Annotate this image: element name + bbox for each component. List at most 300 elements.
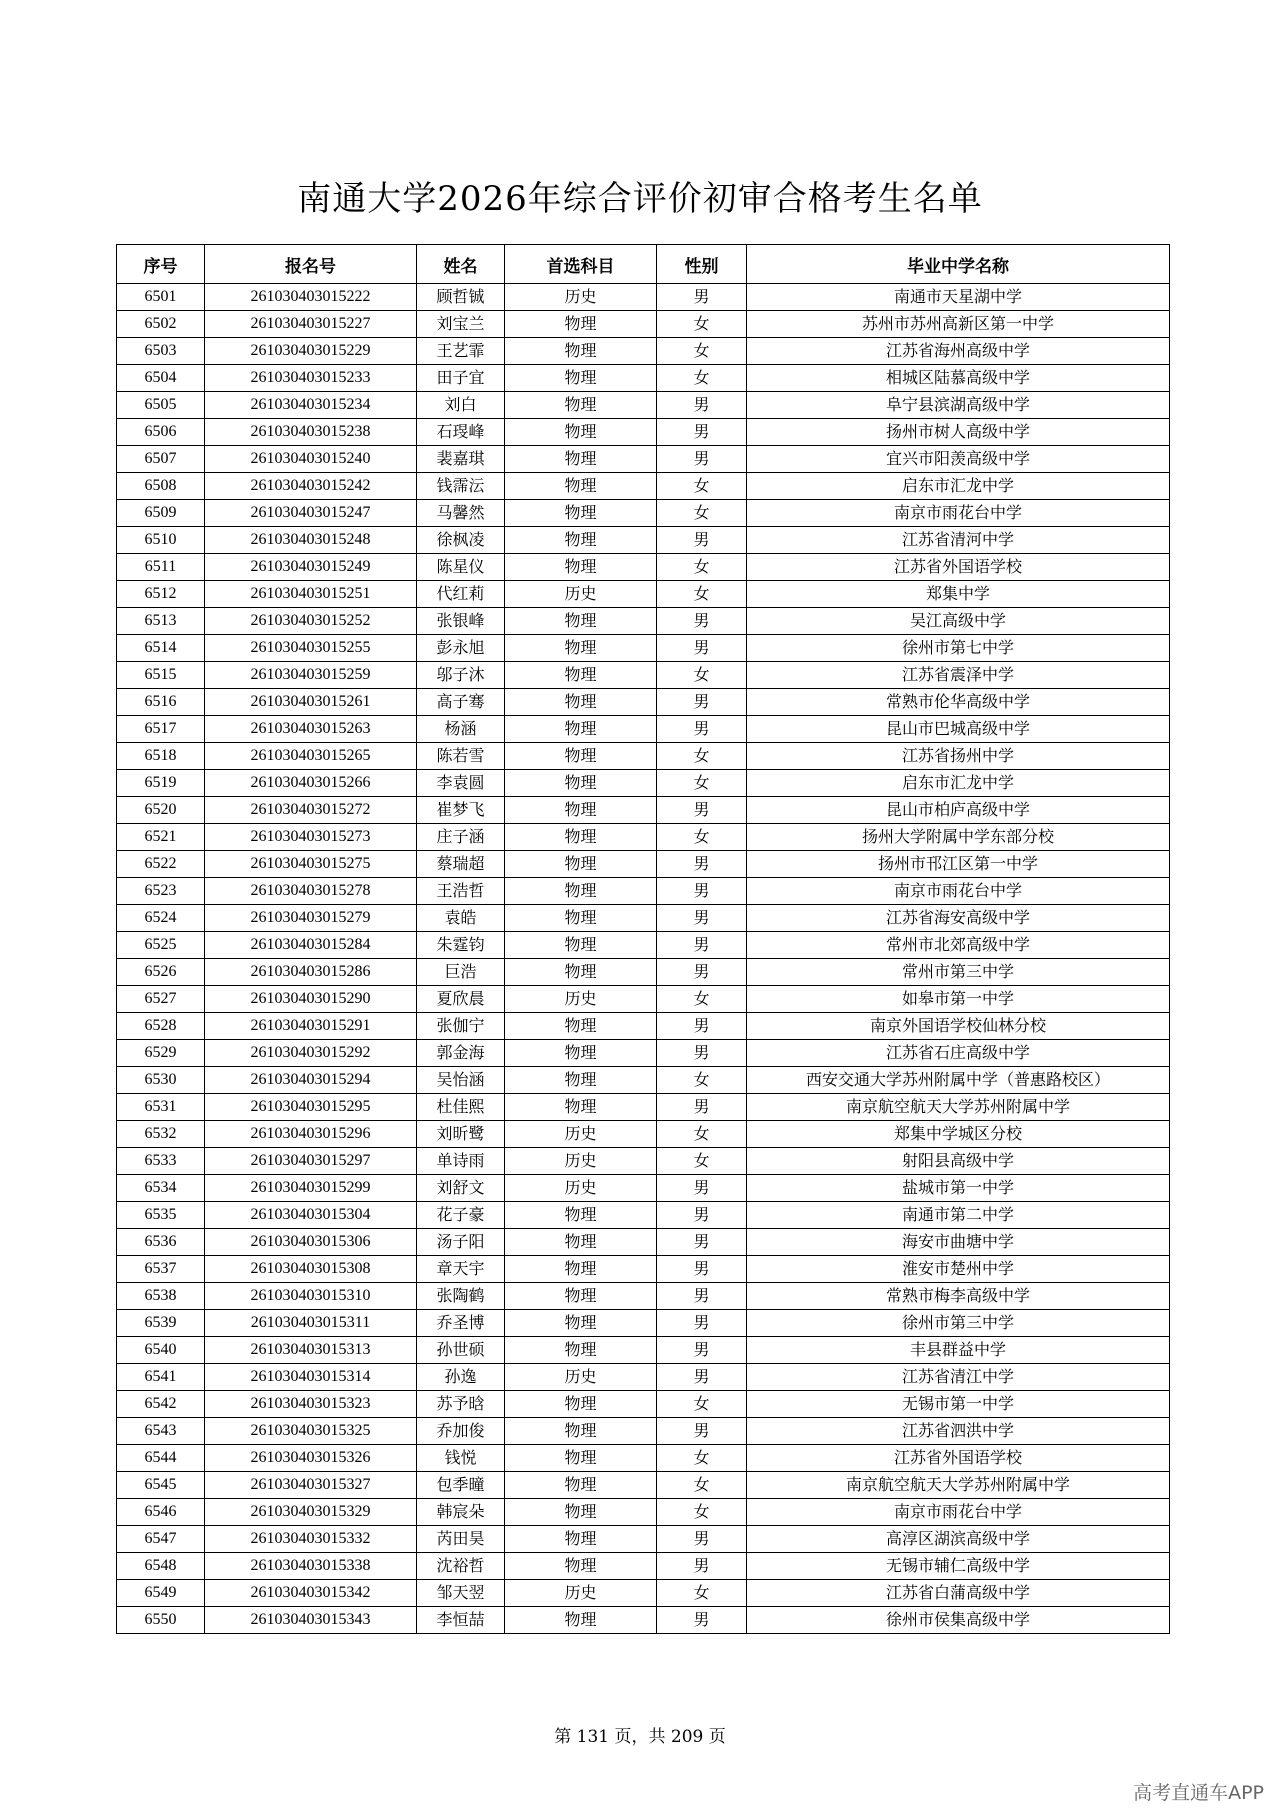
cell-registration-number: 261030403015247 <box>205 500 417 527</box>
cell-registration-number: 261030403015311 <box>205 1310 417 1337</box>
cell-subject: 物理 <box>505 1418 657 1445</box>
cell-school: 高淳区湖滨高级中学 <box>747 1526 1170 1553</box>
table-row <box>117 1337 1170 1364</box>
cell-subject: 物理 <box>505 689 657 716</box>
cell-registration-number: 261030403015286 <box>205 959 417 986</box>
cell-gender: 男 <box>657 446 747 473</box>
header-name: 姓名 <box>417 245 505 284</box>
cell-registration-number: 261030403015261 <box>205 689 417 716</box>
cell-registration-number: 261030403015278 <box>205 878 417 905</box>
cell-school: 徐州市侯集高级中学 <box>747 1607 1170 1634</box>
table-row <box>117 1067 1170 1094</box>
cell-index: 6517 <box>117 716 205 743</box>
cell-registration-number: 261030403015265 <box>205 743 417 770</box>
cell-school: 无锡市第一中学 <box>747 1391 1170 1418</box>
cell-gender: 女 <box>657 1472 747 1499</box>
cell-subject: 历史 <box>505 284 657 311</box>
cell-gender: 男 <box>657 1337 747 1364</box>
cell-subject: 物理 <box>505 1607 657 1634</box>
cell-index: 6533 <box>117 1148 205 1175</box>
cell-index: 6541 <box>117 1364 205 1391</box>
cell-index: 6516 <box>117 689 205 716</box>
cell-name: 刘昕鹭 <box>417 1121 505 1148</box>
cell-registration-number: 261030403015306 <box>205 1229 417 1256</box>
cell-name: 崔梦飞 <box>417 797 505 824</box>
cell-name: 徐枫凌 <box>417 527 505 554</box>
cell-registration-number: 261030403015233 <box>205 365 417 392</box>
cell-subject: 历史 <box>505 1121 657 1148</box>
table-row <box>117 1283 1170 1310</box>
cell-registration-number: 261030403015275 <box>205 851 417 878</box>
cell-index: 6507 <box>117 446 205 473</box>
cell-school: 如皋市第一中学 <box>747 986 1170 1013</box>
cell-name: 吴怡涵 <box>417 1067 505 1094</box>
cell-index: 6503 <box>117 338 205 365</box>
cell-gender: 男 <box>657 1256 747 1283</box>
cell-school: 吴江高级中学 <box>747 608 1170 635</box>
cell-registration-number: 261030403015259 <box>205 662 417 689</box>
cell-subject: 物理 <box>505 1472 657 1499</box>
cell-index: 6520 <box>117 797 205 824</box>
cell-index: 6527 <box>117 986 205 1013</box>
candidate-table <box>116 244 1170 1634</box>
cell-registration-number: 261030403015238 <box>205 419 417 446</box>
cell-school: 昆山市柏庐高级中学 <box>747 797 1170 824</box>
table-row <box>117 1310 1170 1337</box>
header-index: 序号 <box>117 245 205 284</box>
cell-school: 相城区陆慕高级中学 <box>747 365 1170 392</box>
cell-index: 6525 <box>117 932 205 959</box>
cell-subject: 历史 <box>505 1580 657 1607</box>
cell-subject: 物理 <box>505 554 657 581</box>
table-row <box>117 635 1170 662</box>
header-school: 毕业中学名称 <box>747 245 1170 284</box>
cell-registration-number: 261030403015248 <box>205 527 417 554</box>
cell-name: 庄子涵 <box>417 824 505 851</box>
cell-name: 杨涵 <box>417 716 505 743</box>
cell-name: 章天宇 <box>417 1256 505 1283</box>
cell-index: 6531 <box>117 1094 205 1121</box>
cell-gender: 男 <box>657 1553 747 1580</box>
cell-gender: 男 <box>657 527 747 554</box>
cell-name: 巨浩 <box>417 959 505 986</box>
table-row <box>117 1472 1170 1499</box>
cell-gender: 女 <box>657 1148 747 1175</box>
cell-name: 沈裕哲 <box>417 1553 505 1580</box>
cell-index: 6537 <box>117 1256 205 1283</box>
cell-registration-number: 261030403015272 <box>205 797 417 824</box>
cell-gender: 男 <box>657 1310 747 1337</box>
cell-registration-number: 261030403015263 <box>205 716 417 743</box>
table-row <box>117 1229 1170 1256</box>
cell-school: 常熟市梅李高级中学 <box>747 1283 1170 1310</box>
cell-registration-number: 261030403015327 <box>205 1472 417 1499</box>
cell-school: 扬州市树人高级中学 <box>747 419 1170 446</box>
cell-name: 杜佳熙 <box>417 1094 505 1121</box>
cell-index: 6534 <box>117 1175 205 1202</box>
table-row <box>117 1607 1170 1634</box>
cell-name: 芮田昊 <box>417 1526 505 1553</box>
cell-index: 6506 <box>117 419 205 446</box>
cell-school: 启东市汇龙中学 <box>747 473 1170 500</box>
cell-subject: 历史 <box>505 986 657 1013</box>
cell-name: 汤子阳 <box>417 1229 505 1256</box>
cell-school: 无锡市辅仁高级中学 <box>747 1553 1170 1580</box>
cell-name: 苏予晗 <box>417 1391 505 1418</box>
table-row <box>117 851 1170 878</box>
cell-index: 6549 <box>117 1580 205 1607</box>
cell-gender: 男 <box>657 689 747 716</box>
cell-subject: 物理 <box>505 1499 657 1526</box>
cell-gender: 男 <box>657 284 747 311</box>
cell-gender: 男 <box>657 1364 747 1391</box>
cell-school: 江苏省泗洪中学 <box>747 1418 1170 1445</box>
cell-index: 6535 <box>117 1202 205 1229</box>
cell-subject: 物理 <box>505 824 657 851</box>
table-row <box>117 392 1170 419</box>
cell-index: 6532 <box>117 1121 205 1148</box>
cell-index: 6519 <box>117 770 205 797</box>
table-row <box>117 284 1170 311</box>
cell-index: 6504 <box>117 365 205 392</box>
cell-registration-number: 261030403015251 <box>205 581 417 608</box>
cell-name: 石琝峰 <box>417 419 505 446</box>
cell-registration-number: 261030403015222 <box>205 284 417 311</box>
cell-registration-number: 261030403015273 <box>205 824 417 851</box>
cell-subject: 物理 <box>505 1067 657 1094</box>
cell-school: 南京航空航天大学苏州附属中学 <box>747 1472 1170 1499</box>
cell-index: 6510 <box>117 527 205 554</box>
table-row <box>117 338 1170 365</box>
cell-subject: 物理 <box>505 662 657 689</box>
cell-subject: 物理 <box>505 392 657 419</box>
cell-subject: 物理 <box>505 311 657 338</box>
cell-registration-number: 261030403015284 <box>205 932 417 959</box>
table-row <box>117 1202 1170 1229</box>
cell-school: 南通市第二中学 <box>747 1202 1170 1229</box>
cell-school: 扬州大学附属中学东部分校 <box>747 824 1170 851</box>
cell-school: 江苏省震泽中学 <box>747 662 1170 689</box>
cell-index: 6515 <box>117 662 205 689</box>
table-row <box>117 689 1170 716</box>
cell-index: 6545 <box>117 1472 205 1499</box>
cell-registration-number: 261030403015329 <box>205 1499 417 1526</box>
cell-name: 张陶鹤 <box>417 1283 505 1310</box>
table-row <box>117 608 1170 635</box>
cell-school: 扬州市邗江区第一中学 <box>747 851 1170 878</box>
cell-index: 6528 <box>117 1013 205 1040</box>
cell-registration-number: 261030403015342 <box>205 1580 417 1607</box>
cell-name: 郭金海 <box>417 1040 505 1067</box>
cell-name: 蔡瑞超 <box>417 851 505 878</box>
cell-name: 邬子沐 <box>417 662 505 689</box>
header-registration-number: 报名号 <box>205 245 417 284</box>
cell-index: 6546 <box>117 1499 205 1526</box>
cell-gender: 男 <box>657 1607 747 1634</box>
cell-index: 6550 <box>117 1607 205 1634</box>
table-row <box>117 1094 1170 1121</box>
cell-index: 6522 <box>117 851 205 878</box>
cell-gender: 女 <box>657 311 747 338</box>
cell-gender: 女 <box>657 338 747 365</box>
cell-subject: 物理 <box>505 1391 657 1418</box>
table-row <box>117 446 1170 473</box>
cell-name: 马馨然 <box>417 500 505 527</box>
cell-school: 海安市曲塘中学 <box>747 1229 1170 1256</box>
cell-school: 南通市天星湖中学 <box>747 284 1170 311</box>
cell-school: 南京航空航天大学苏州附属中学 <box>747 1094 1170 1121</box>
cell-registration-number: 261030403015279 <box>205 905 417 932</box>
cell-name: 高子骞 <box>417 689 505 716</box>
cell-registration-number: 261030403015255 <box>205 635 417 662</box>
cell-index: 6524 <box>117 905 205 932</box>
cell-gender: 女 <box>657 662 747 689</box>
table-row <box>117 1364 1170 1391</box>
cell-registration-number: 261030403015314 <box>205 1364 417 1391</box>
cell-index: 6512 <box>117 581 205 608</box>
cell-school: 启东市汇龙中学 <box>747 770 1170 797</box>
cell-school: 江苏省白蒲高级中学 <box>747 1580 1170 1607</box>
cell-gender: 女 <box>657 824 747 851</box>
cell-subject: 物理 <box>505 338 657 365</box>
cell-gender: 男 <box>657 959 747 986</box>
table-row <box>117 527 1170 554</box>
table-row <box>117 959 1170 986</box>
cell-name: 陈星仪 <box>417 554 505 581</box>
cell-gender: 男 <box>657 1283 747 1310</box>
cell-gender: 男 <box>657 1013 747 1040</box>
header-gender: 性别 <box>657 245 747 284</box>
cell-subject: 历史 <box>505 1364 657 1391</box>
cell-gender: 女 <box>657 581 747 608</box>
cell-registration-number: 261030403015326 <box>205 1445 417 1472</box>
table-row <box>117 1013 1170 1040</box>
cell-index: 6505 <box>117 392 205 419</box>
cell-registration-number: 261030403015296 <box>205 1121 417 1148</box>
cell-school: 郑集中学 <box>747 581 1170 608</box>
cell-registration-number: 261030403015227 <box>205 311 417 338</box>
cell-school: 江苏省海州高级中学 <box>747 338 1170 365</box>
table-row <box>117 905 1170 932</box>
cell-gender: 男 <box>657 608 747 635</box>
cell-gender: 男 <box>657 419 747 446</box>
cell-school: 徐州市第三中学 <box>747 1310 1170 1337</box>
table-row <box>117 1256 1170 1283</box>
cell-name: 单诗雨 <box>417 1148 505 1175</box>
cell-subject: 物理 <box>505 365 657 392</box>
cell-subject: 物理 <box>505 473 657 500</box>
table-row <box>117 1526 1170 1553</box>
cell-name: 李袁圆 <box>417 770 505 797</box>
cell-index: 6511 <box>117 554 205 581</box>
cell-school: 南京市雨花台中学 <box>747 1499 1170 1526</box>
table-header-row <box>117 245 1170 284</box>
cell-subject: 物理 <box>505 797 657 824</box>
cell-school: 徐州市第七中学 <box>747 635 1170 662</box>
cell-index: 6538 <box>117 1283 205 1310</box>
cell-subject: 物理 <box>505 932 657 959</box>
cell-subject: 物理 <box>505 446 657 473</box>
table-row <box>117 500 1170 527</box>
cell-school: 昆山市巴城高级中学 <box>747 716 1170 743</box>
table-row <box>117 878 1170 905</box>
table-row <box>117 473 1170 500</box>
cell-registration-number: 261030403015323 <box>205 1391 417 1418</box>
table-row <box>117 1499 1170 1526</box>
cell-registration-number: 261030403015343 <box>205 1607 417 1634</box>
cell-subject: 物理 <box>505 959 657 986</box>
table-row <box>117 1553 1170 1580</box>
table-row <box>117 1580 1170 1607</box>
cell-gender: 男 <box>657 1094 747 1121</box>
cell-index: 6530 <box>117 1067 205 1094</box>
table-row <box>117 716 1170 743</box>
table-row <box>117 824 1170 851</box>
cell-name: 刘舒文 <box>417 1175 505 1202</box>
cell-school: 射阳县高级中学 <box>747 1148 1170 1175</box>
cell-subject: 物理 <box>505 1445 657 1472</box>
cell-subject: 物理 <box>505 1229 657 1256</box>
cell-gender: 男 <box>657 1418 747 1445</box>
watermark: 高考直通车APP <box>1133 1782 1264 1804</box>
cell-gender: 男 <box>657 905 747 932</box>
cell-subject: 物理 <box>505 1094 657 1121</box>
cell-school: 常州市北郊高级中学 <box>747 932 1170 959</box>
cell-name: 邹天翌 <box>417 1580 505 1607</box>
cell-school: 郑集中学城区分校 <box>747 1121 1170 1148</box>
cell-name: 陈若雪 <box>417 743 505 770</box>
table-row <box>117 1418 1170 1445</box>
cell-name: 顾哲铖 <box>417 284 505 311</box>
cell-school: 江苏省海安高级中学 <box>747 905 1170 932</box>
cell-gender: 男 <box>657 392 747 419</box>
cell-registration-number: 261030403015332 <box>205 1526 417 1553</box>
cell-subject: 历史 <box>505 581 657 608</box>
cell-name: 彭永旭 <box>417 635 505 662</box>
cell-name: 刘宝兰 <box>417 311 505 338</box>
cell-gender: 男 <box>657 1175 747 1202</box>
cell-index: 6544 <box>117 1445 205 1472</box>
cell-registration-number: 261030403015240 <box>205 446 417 473</box>
cell-gender: 女 <box>657 554 747 581</box>
cell-name: 朱霆钧 <box>417 932 505 959</box>
table-row <box>117 1040 1170 1067</box>
cell-registration-number: 261030403015292 <box>205 1040 417 1067</box>
cell-registration-number: 261030403015249 <box>205 554 417 581</box>
table-row <box>117 1175 1170 1202</box>
cell-gender: 女 <box>657 986 747 1013</box>
cell-registration-number: 261030403015313 <box>205 1337 417 1364</box>
cell-subject: 物理 <box>505 1202 657 1229</box>
table-row <box>117 932 1170 959</box>
table-row <box>117 581 1170 608</box>
table-row <box>117 365 1170 392</box>
cell-school: 西安交通大学苏州附属中学（普惠路校区） <box>747 1067 1170 1094</box>
cell-index: 6523 <box>117 878 205 905</box>
cell-school: 江苏省清江中学 <box>747 1364 1170 1391</box>
cell-registration-number: 261030403015252 <box>205 608 417 635</box>
cell-name: 花子豪 <box>417 1202 505 1229</box>
cell-index: 6513 <box>117 608 205 635</box>
cell-name: 孙世硕 <box>417 1337 505 1364</box>
cell-index: 6547 <box>117 1526 205 1553</box>
cell-gender: 女 <box>657 1391 747 1418</box>
cell-name: 张伽宁 <box>417 1013 505 1040</box>
cell-subject: 物理 <box>505 527 657 554</box>
cell-name: 裴嘉琪 <box>417 446 505 473</box>
cell-registration-number: 261030403015299 <box>205 1175 417 1202</box>
cell-school: 常州市第三中学 <box>747 959 1170 986</box>
cell-school: 阜宁县滨湖高级中学 <box>747 392 1170 419</box>
cell-school: 宜兴市阳羡高级中学 <box>747 446 1170 473</box>
cell-name: 韩宸朵 <box>417 1499 505 1526</box>
cell-index: 6509 <box>117 500 205 527</box>
table-row <box>117 770 1170 797</box>
cell-name: 田子宜 <box>417 365 505 392</box>
cell-registration-number: 261030403015234 <box>205 392 417 419</box>
cell-index: 6526 <box>117 959 205 986</box>
cell-school: 南京市雨花台中学 <box>747 878 1170 905</box>
cell-gender: 女 <box>657 1499 747 1526</box>
cell-name: 刘白 <box>417 392 505 419</box>
cell-subject: 物理 <box>505 1256 657 1283</box>
cell-subject: 物理 <box>505 608 657 635</box>
page-footer: 第 131 页，共 209 页 <box>554 1727 726 1747</box>
cell-name: 代红莉 <box>417 581 505 608</box>
cell-index: 6539 <box>117 1310 205 1337</box>
cell-gender: 男 <box>657 1202 747 1229</box>
cell-gender: 女 <box>657 743 747 770</box>
page-title: 南通大学2026年综合评价初审合格考生名单 <box>297 179 983 219</box>
table-row <box>117 662 1170 689</box>
cell-gender: 女 <box>657 1067 747 1094</box>
cell-name: 张银峰 <box>417 608 505 635</box>
cell-subject: 物理 <box>505 770 657 797</box>
cell-registration-number: 261030403015290 <box>205 986 417 1013</box>
cell-registration-number: 261030403015291 <box>205 1013 417 1040</box>
cell-school: 江苏省外国语学校 <box>747 1445 1170 1472</box>
table-row <box>117 554 1170 581</box>
cell-registration-number: 261030403015242 <box>205 473 417 500</box>
cell-index: 6542 <box>117 1391 205 1418</box>
table-row <box>117 419 1170 446</box>
table-row <box>117 986 1170 1013</box>
cell-index: 6529 <box>117 1040 205 1067</box>
cell-gender: 女 <box>657 1580 747 1607</box>
cell-school: 江苏省清河中学 <box>747 527 1170 554</box>
table-row <box>117 1445 1170 1472</box>
cell-subject: 历史 <box>505 1148 657 1175</box>
cell-registration-number: 261030403015229 <box>205 338 417 365</box>
cell-index: 6502 <box>117 311 205 338</box>
table-row <box>117 1148 1170 1175</box>
cell-gender: 男 <box>657 635 747 662</box>
cell-school: 江苏省扬州中学 <box>747 743 1170 770</box>
cell-name: 夏欣晨 <box>417 986 505 1013</box>
cell-index: 6543 <box>117 1418 205 1445</box>
cell-name: 包季曈 <box>417 1472 505 1499</box>
header-subject: 首选科目 <box>505 245 657 284</box>
cell-subject: 历史 <box>505 1175 657 1202</box>
cell-gender: 女 <box>657 1121 747 1148</box>
cell-subject: 物理 <box>505 500 657 527</box>
cell-gender: 男 <box>657 932 747 959</box>
cell-subject: 物理 <box>505 1310 657 1337</box>
cell-subject: 物理 <box>505 743 657 770</box>
cell-subject: 物理 <box>505 1040 657 1067</box>
cell-name: 王浩哲 <box>417 878 505 905</box>
cell-name: 乔加俊 <box>417 1418 505 1445</box>
